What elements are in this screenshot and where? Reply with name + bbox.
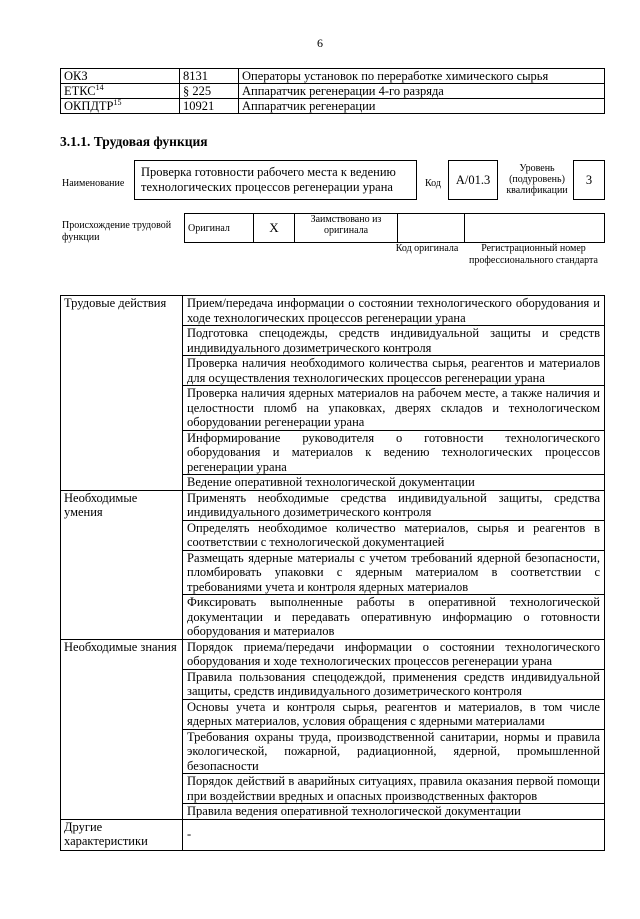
list-item: Размещать ядерные материалы с учетом требований ядерной безопасности, пломбировать упаковки с ядерным материалом в соответствии с требованиями учета и контроля ядерных материалов xyxy=(183,550,605,595)
classification-table xyxy=(60,68,605,114)
table-row xyxy=(61,296,605,326)
list-item: Правила ведения оперативной технологической документации xyxy=(183,804,605,820)
category-other: Другие характеристики xyxy=(61,819,183,850)
list-item: Правила пользования спецодеждой, применения средств индивидуальной защиты, средств индивидуального дозиметрического контроля xyxy=(183,669,605,699)
category-skills: Необходимые умения xyxy=(61,490,183,639)
qualification-level: 3 xyxy=(573,160,605,200)
origin-table xyxy=(184,213,605,243)
function-code: A/01.3 xyxy=(448,160,498,200)
function-name-label: Наименование xyxy=(62,178,125,189)
list-item: Фиксировать выполненные работы в оперативной технологической документации и передавать оперативную информацию о готовности оборудования и материалов xyxy=(183,595,605,640)
reg-number-label: Регистрационный номер профессионального стандарта xyxy=(469,243,598,266)
code-original-label: Код оригинала xyxy=(395,243,459,254)
table-row xyxy=(61,639,605,669)
list-item: Ведение оперативной технологической документации xyxy=(183,475,605,491)
list-item: Проверка наличия необходимого количества сырья, реагентов и материалов для осуществления технологических процессов регенерации урана xyxy=(183,356,605,386)
list-item: Основы учета и контроля сырья, реагентов и материалов, в том числе ядерных материалов, условия обращения с ядерными материалами xyxy=(183,699,605,729)
list-item: Порядок приема/передачи информации о состоянии технологического оборудования и ходе технологических процессов регенерации урана xyxy=(183,639,605,669)
table-row xyxy=(61,819,605,850)
list-item: - xyxy=(183,819,605,850)
table-row xyxy=(61,69,605,84)
qualification-level-label: Уровень (подуровень) квалификации xyxy=(506,163,568,196)
class-code: ОКПДТР$^{15}$ xyxy=(61,99,180,114)
list-item: Прием/передача информации о состоянии технологического оборудования и ходе технологических процессов регенерации урана xyxy=(183,296,605,326)
table-row xyxy=(185,214,605,243)
list-item: Подготовка спецодежды, средств индивидуальной защиты и средств индивидуального дозиметрического контроля xyxy=(183,326,605,356)
list-item: Требования охраны труда, производственной санитарии, нормы и правила экологической, пожарной, радиационной, ядерной, промышленной безопасности xyxy=(183,729,605,774)
table-row xyxy=(61,84,605,99)
class-name: Аппаратчик регенерации xyxy=(239,99,605,114)
category-knowledge: Необходимые знания xyxy=(61,639,183,819)
list-item: Определять необходимое количество материалов, сырья и реагентов в соответствии с технологической документацией xyxy=(183,520,605,550)
section-title: 3.1.1. Трудовая функция xyxy=(60,134,208,149)
list-item: Применять необходимые средства индивидуальной защиты, средства индивидуального дозиметрического контроля xyxy=(183,490,605,520)
class-value: § 225 xyxy=(180,84,239,99)
list-item: Порядок действий в аварийных ситуациях, правила оказания первой помощи при воздействии вредных и опасных производственных факторов xyxy=(183,774,605,804)
class-code: ЕТКС$^{14}$ xyxy=(61,84,180,99)
category-labor-actions: Трудовые действия xyxy=(61,296,183,491)
class-name: Аппаратчик регенерации 4-го разряда xyxy=(239,84,605,99)
borrowed-label: Заимствовано из оригинала xyxy=(295,214,398,243)
function-details-table xyxy=(60,295,605,851)
table-row xyxy=(61,99,605,114)
page-number: 6 xyxy=(317,36,323,50)
class-name: Операторы установок по переработке химического сырья xyxy=(239,69,605,84)
list-item: Проверка наличия ядерных материалов на рабочем месте, а также наличия и целостности пломб на упаковках, дверях складов и технологическом оборудовании регенерации урана xyxy=(183,386,605,431)
function-code-label: Код xyxy=(425,178,441,189)
reg-number-cell xyxy=(465,214,605,243)
original-mark: X xyxy=(254,214,295,243)
class-value: 10921 xyxy=(180,99,239,114)
class-value: 8131 xyxy=(180,69,239,84)
origin-label: Происхождение трудовой функции xyxy=(62,220,172,243)
class-code: ОКЗ xyxy=(61,69,180,84)
list-item: Информирование руководителя о готовности технологического оборудования и материалов к ведению технологических процессов регенерации урана xyxy=(183,430,605,475)
function-name: Проверка готовности рабочего места к ведению технологических процессов регенерации урана xyxy=(134,160,417,200)
original-label: Оригинал xyxy=(185,214,254,243)
code-original-cell xyxy=(398,214,465,243)
table-row xyxy=(61,490,605,520)
